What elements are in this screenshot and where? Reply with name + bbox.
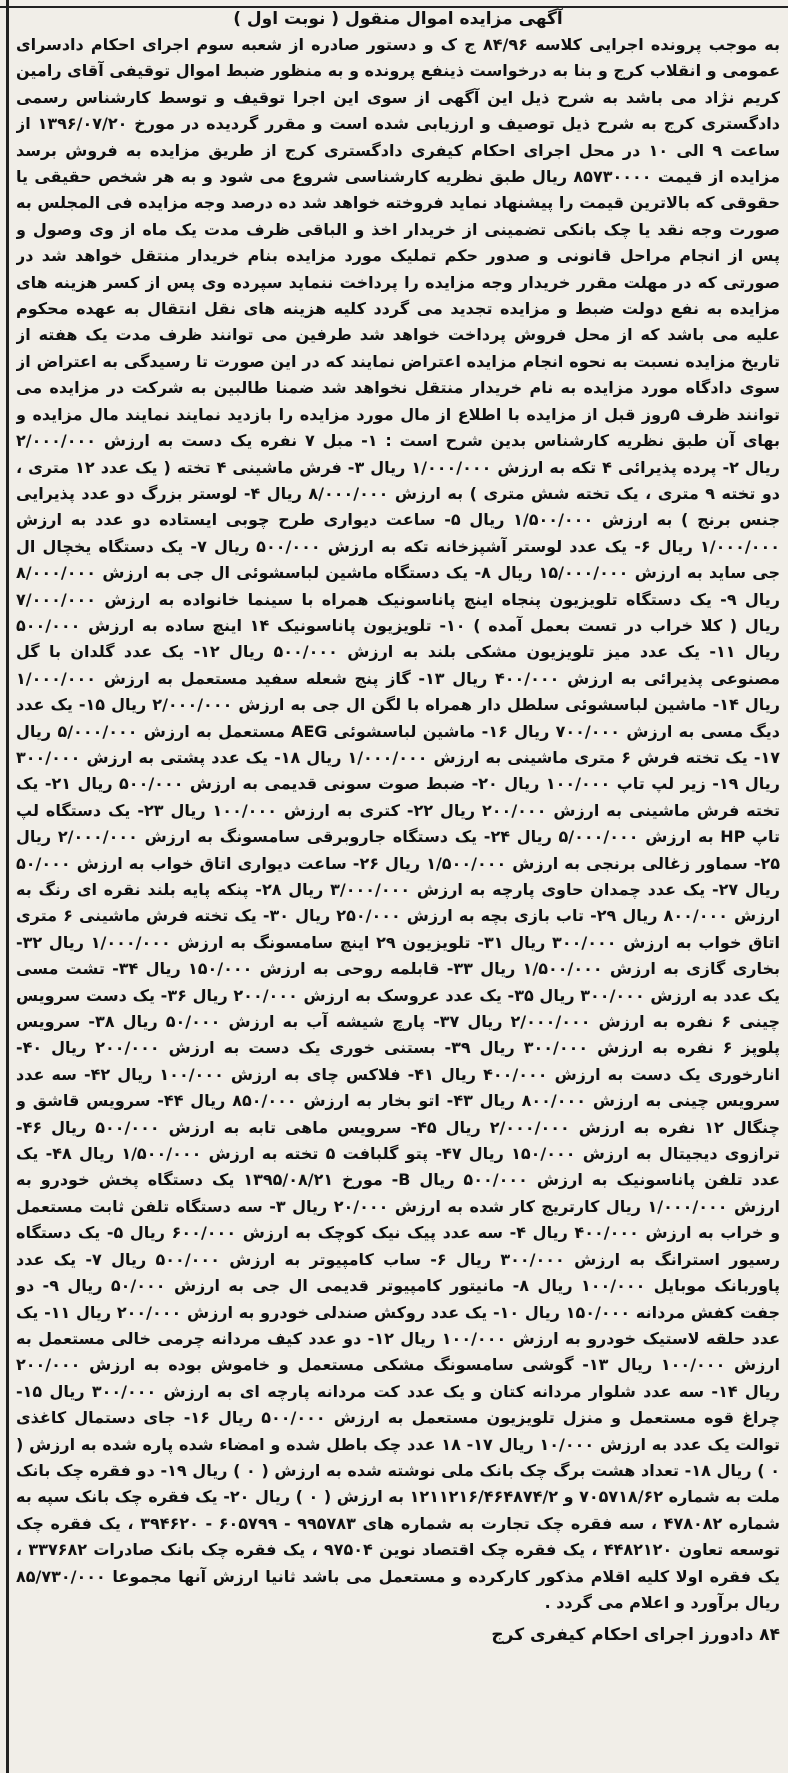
notice-signature: ۸۴ دادورز اجرای احکام کیفری کرج [491,1625,780,1646]
notice-body: به موجب پرونده اجرایی کلاسه ۸۴/۹۶ ج ک و دستور صادره از شعبه سوم اجرای احکام دادسرای عمومی و انقلاب کرج و بنا به درخواست ذینفع پرونده و به منظور ضبط اموال توقیفی آقای رامین کریم نژاد می باشد به شرح ذیل این آگهی از سوی این اجرا توقیف و توسط کارشناس رسمی دادگستری کرج به شرح ذیل توصیف و ارزیابی شده است و مقرر گردیده در مورخ ۱۳۹۶/۰۷/۲۰ از ساعت ۹ الی ۱۰ در محل اجرای احکام کیفری دادگستری کرج از طریق مزایده به فروش برسد مزایده از قیمت ۸۵۷۳۰۰۰۰ ریال طبق نظریه کارشناسی شروع می شود و به هر شخص حقیقی یا حقوقی که بالاترین قیمت را پیشنهاد نماید فروخته خواهد شد ده درصد وجه مزایده فی المجلس به صورت وجه نقد یا چک بانکی تضمینی از خریدار اخذ و الباقی ظرف مدت یک ماه از وی وصول و پس از انجام مراحل قانونی و صدور حکم تملیک مورد مزایده بنام خریدار منتقل خواهد شد در صورتی که در مهلت مقرر خریدار وجه مزایده را پرداخت ننماید سپرده وی پس از کسر هزینه های مزایده به نفع دولت ضبط و مزایده تجدید می گردد کلیه هزینه های نقل انتقال به عهده محکوم علیه می باشد که از محل فروش پرداخت خواهد شد طرفین می توانند ظرف مدت یک هفته از تاریخ مزایده نسبت به نحوه انجام مزایده اعتراض نمایند که در این صورت تا رسیدگی به اعتراض از سوی دادگاه مورد مزایده به نام خریدار منتقل نخواهد شد ضمنا طالبین به شرکت در مزایده می توانند ظرف ۵روز قبل از مزایده با اطلاع از مال مورد مزایده را بازدید نمایند نمایند مال مزایده و بهای آن طبق نظریه کارشناس بدین شرح است : ۱- مبل ۷ نفره یک دست به ارزش ۲/۰۰۰/۰۰۰ ریال ۲- پرده پذیرائی ۴ تکه به ارزش ۱/۰۰۰/۰۰۰ ریال ۳- فرش ماشینی ۴ تخته ( یک عدد ۱۲ متری ، دو تخته ۹ متری ، یک تخته شش متری ) به ارزش ۸/۰۰۰/۰۰۰ ریال ۴- لوستر بزرگ دو عدد پذیرایی جنس برنج ) به ارزش ۱/۵۰۰/۰۰۰ ریال ۵- ساعت دیواری طرح چوبی ایستاده دو عدد به ارزش ۱/۰۰۰/۰۰۰ ریال ۶- یک عدد لوستر آشپزخانه تکه به ارزش ۵۰۰/۰۰۰ ریال ۷- یک دستگاه یخچال ال جی ساید به ارزش ۱۵/۰۰۰/۰۰۰ ریال ۸- یک دستگاه ماشین لباسشوئی ال جی به ارزش ۸/۰۰۰/۰۰۰ ریال ۹- یک دستگاه تلویزیون پنجاه اینچ پاناسونیک همراه با سینما خانواده به ارزش ۷/۰۰۰/۰۰۰ ریال ( کلا خراب در تست بعمل آمده ) ۱۰- تلویزیون پاناسونیک ۱۴ اینچ ساده به ارزش ۵۰۰/۰۰۰ ریال ۱۱- یک عدد میز تلویزیون مشکی بلند به ارزش ۵۰۰/۰۰۰ ریال ۱۲- یک عدد گلدان با گل مصنوعی پذیرائی به ارزش ۴۰۰/۰۰۰ ریال ۱۳- گاز پنج شعله سفید مستعمل به ارزش ۱/۰۰۰/۰۰۰ ریال ۱۴- ماشین لباسشوئی سلطل دار همراه با لگن ال جی به ارزش ۲/۰۰۰/۰۰۰ ریال ۱۵- یک عدد دیگ مسی به ارزش ۷۰۰/۰۰۰ ریال ۱۶- ماشین لباسشوئی AEG مستعمل به ارزش ۵/۰۰۰/۰۰۰ ریال ۱۷- یک تخته فرش ۶ متری ماشینی به ارزش ۱/۰۰۰/۰۰۰ ریال ۱۸- یک عدد پشتی به ارزش ۳۰۰/۰۰۰ ریال ۱۹- زیر لپ تاپ ۱۰۰/۰۰۰ ریال ۲۰- ضبط صوت سونی قدیمی به ارزش ۵۰۰/۰۰۰ ریال ۲۱- یک تخته فرش ماشینی به ارزش ۲۰۰/۰۰۰ ریال ۲۲- کتری به ارزش ۱۰۰/۰۰۰ ریال ۲۳- یک دستگاه لپ تاپ HP به ارزش ۵/۰۰۰/۰۰۰ ریال ۲۴- یک دستگاه جاروبرقی سامسونگ به ارزش ۲/۰۰۰/۰۰۰ ریال ۲۵- سماور زغالی برنجی به ارزش ۱/۵۰۰/۰۰۰ ریال ۲۶- ساعت دیواری اتاق خواب به ارزش ۵۰/۰۰۰ ریال ۲۷- یک عدد چمدان حاوی پارچه به ارزش ۳/۰۰۰/۰۰۰ ریال ۲۸- پنکه پایه بلند نقره ای رنگ به ارزش ۸۰۰/۰۰۰ ریال ۲۹- تاب بازی بچه به ارزش ۲۵۰/۰۰۰ ریال ۳۰- یک تخته فرش ماشینی ۶ متری اتاق خواب به ارزش ۳۰۰/۰۰۰ ریال ۳۱- تلویزیون ۲۹ اینچ سامسونگ به ارزش ۱/۰۰۰/۰۰۰ ریال ۳۲- بخاری گازی به ارزش ۱/۵۰۰/۰۰۰ ریال ۳۳- قابلمه روحی به ارزش ۱۵۰/۰۰۰ ریال ۳۴- تشت مسی یک عدد به ارزش ۳۰۰/۰۰۰ ریال ۳۵- یک عدد عروسک به ارزش ۲۰۰/۰۰۰ ریال ۳۶- یک دست سرویس چینی ۶ نفره به ارزش ۲/۰۰۰/۰۰۰ ریال ۳۷- پارچ شیشه آب به ارزش ۵۰/۰۰۰ ریال ۳۸- سرویس پلوپز ۶ نفره به ارزش ۳۰۰/۰۰۰ ریال ۳۹- بستنی خوری یک دست به ارزش ۲۰۰/۰۰۰ ریال ۴۰- انارخوری یک دست به ارزش ۴۰۰/۰۰۰ ریال ۴۱- فلاکس چای به ارزش ۱۰۰/۰۰۰ ریال ۴۲- سه عدد سرویس چینی به ارزش ۸۰۰/۰۰۰ ریال ۴۳- اتو بخار به ارزش ۸۵۰/۰۰۰ ریال ۴۴- سرویس قاشق و چنگال ۱۲ نفره به ارزش ۲/۰۰۰/۰۰۰ ریال ۴۵- سرویس ماهی تابه به ارزش ۵۰۰/۰۰۰ ریال ۴۶- ترازوی دیجیتال به ارزش ۱۵۰/۰۰۰ ریال ۴۷- پتو گلبافت ۵ تخته به ارزش ۱/۵۰۰/۰۰۰ ریال ۴۸- یک عدد تلفن پاناسونیک به ارزش ۵۰۰/۰۰۰ ریال B- مورخ ۱۳۹۵/۰۸/۲۱ یک دستگاه پخش خودرو به ارزش ۱/۰۰۰/۰۰۰ ریال کارتریج کار شده به ارزش ۲۰/۰۰۰ ریال ۳- سه دستگاه تلفن ثابت مستعمل و خراب به ارزش ۴۰۰/۰۰۰ ریال ۴- سه عدد پیک نیک کوچک به ارزش ۶۰۰/۰۰۰ ریال ۵- یک دستگاه رسیور استرانگ به ارزش ۳۰۰/۰۰۰ ریال ۶- ساب کامپیوتر به ارزش ۵۰۰/۰۰۰ ریال ۷- یک عدد پاوربانک موبایل ۱۰۰/۰۰۰ ریال ۸- مانیتور کامپیوتر قدیمی ال جی به ارزش ۵۰/۰۰۰ ریال ۹- دو جفت کفش مردانه ۱۵۰/۰۰۰ ریال ۱۰- یک عدد روکش صندلی خودرو به ارزش ۲۰۰/۰۰۰ ریال ۱۱- یک عدد حلقه لاستیک خودرو به ارزش ۱۰۰/۰۰۰ ریال ۱۲- دو عدد کیف مردانه چرمی خالی مستعمل به ارزش ۱۰۰/۰۰۰ ریال ۱۳- گوشی سامسونگ مشکی مستعمل و خاموش بوده به ارزش ۲۰۰/۰۰۰ ریال ۱۴- سه عدد شلوار مردانه کتان و یک عدد کت مردانه پارچه ای به ارزش ۳۰۰/۰۰۰ ریال ۱۵- چراغ قوه مستعمل و منزل تلویزیون مستعمل به ارزش ۵۰۰/۰۰۰ ریال ۱۶- جای دستمال کاغذی توالت یک عدد به ارزش ۱۰/۰۰۰ ریال ۱۷- ۱۸ عدد چک باطل شده و امضاء شده پاره شده به ارزش ( ۰ ) ریال ۱۸- تعداد هشت برگ چک بانک ملی نوشته شده به ارزش ( ۰ ) ریال ۱۹- دو فقره چک بانک ملت به شماره ۷۰۵۷۱۸/۶۲ و ۱۲۱۱۲۱۶/۴۶۴۸۷۴/۲ به ارزش ( ۰ ) ریال ۲۰- یک فقره چک بانک سپه به شماره ۴۷۸۰۸۲ ، سه فقره چک تجارت به شماره های ۹۹۵۷۸۳ - ۶۰۵۷۹۹ - ۳۹۴۶۲۰ ، یک فقره چک توسعه تعاون ۴۴۸۲۱۲۰ ، یک فقره چک اقتصاد نوین ۹۷۵۰۴ ، یک فقره چک بانک صادرات ۳۳۷۶۸۲ ، یک فقره اولا کلیه اقلام مذکور کارکرده و مستعمل می باشد ثانیا ارزش آنها مجموعا ۸۵/۷۳۰/۰۰۰ ریال برآورد و اعلام می گردد . [16,35,780,1612]
notice-content [16,8,780,1767]
notice-title: آگهی مزایده اموال منقول ( نوبت اول ) [233,9,563,29]
left-column-rule [6,0,9,1773]
